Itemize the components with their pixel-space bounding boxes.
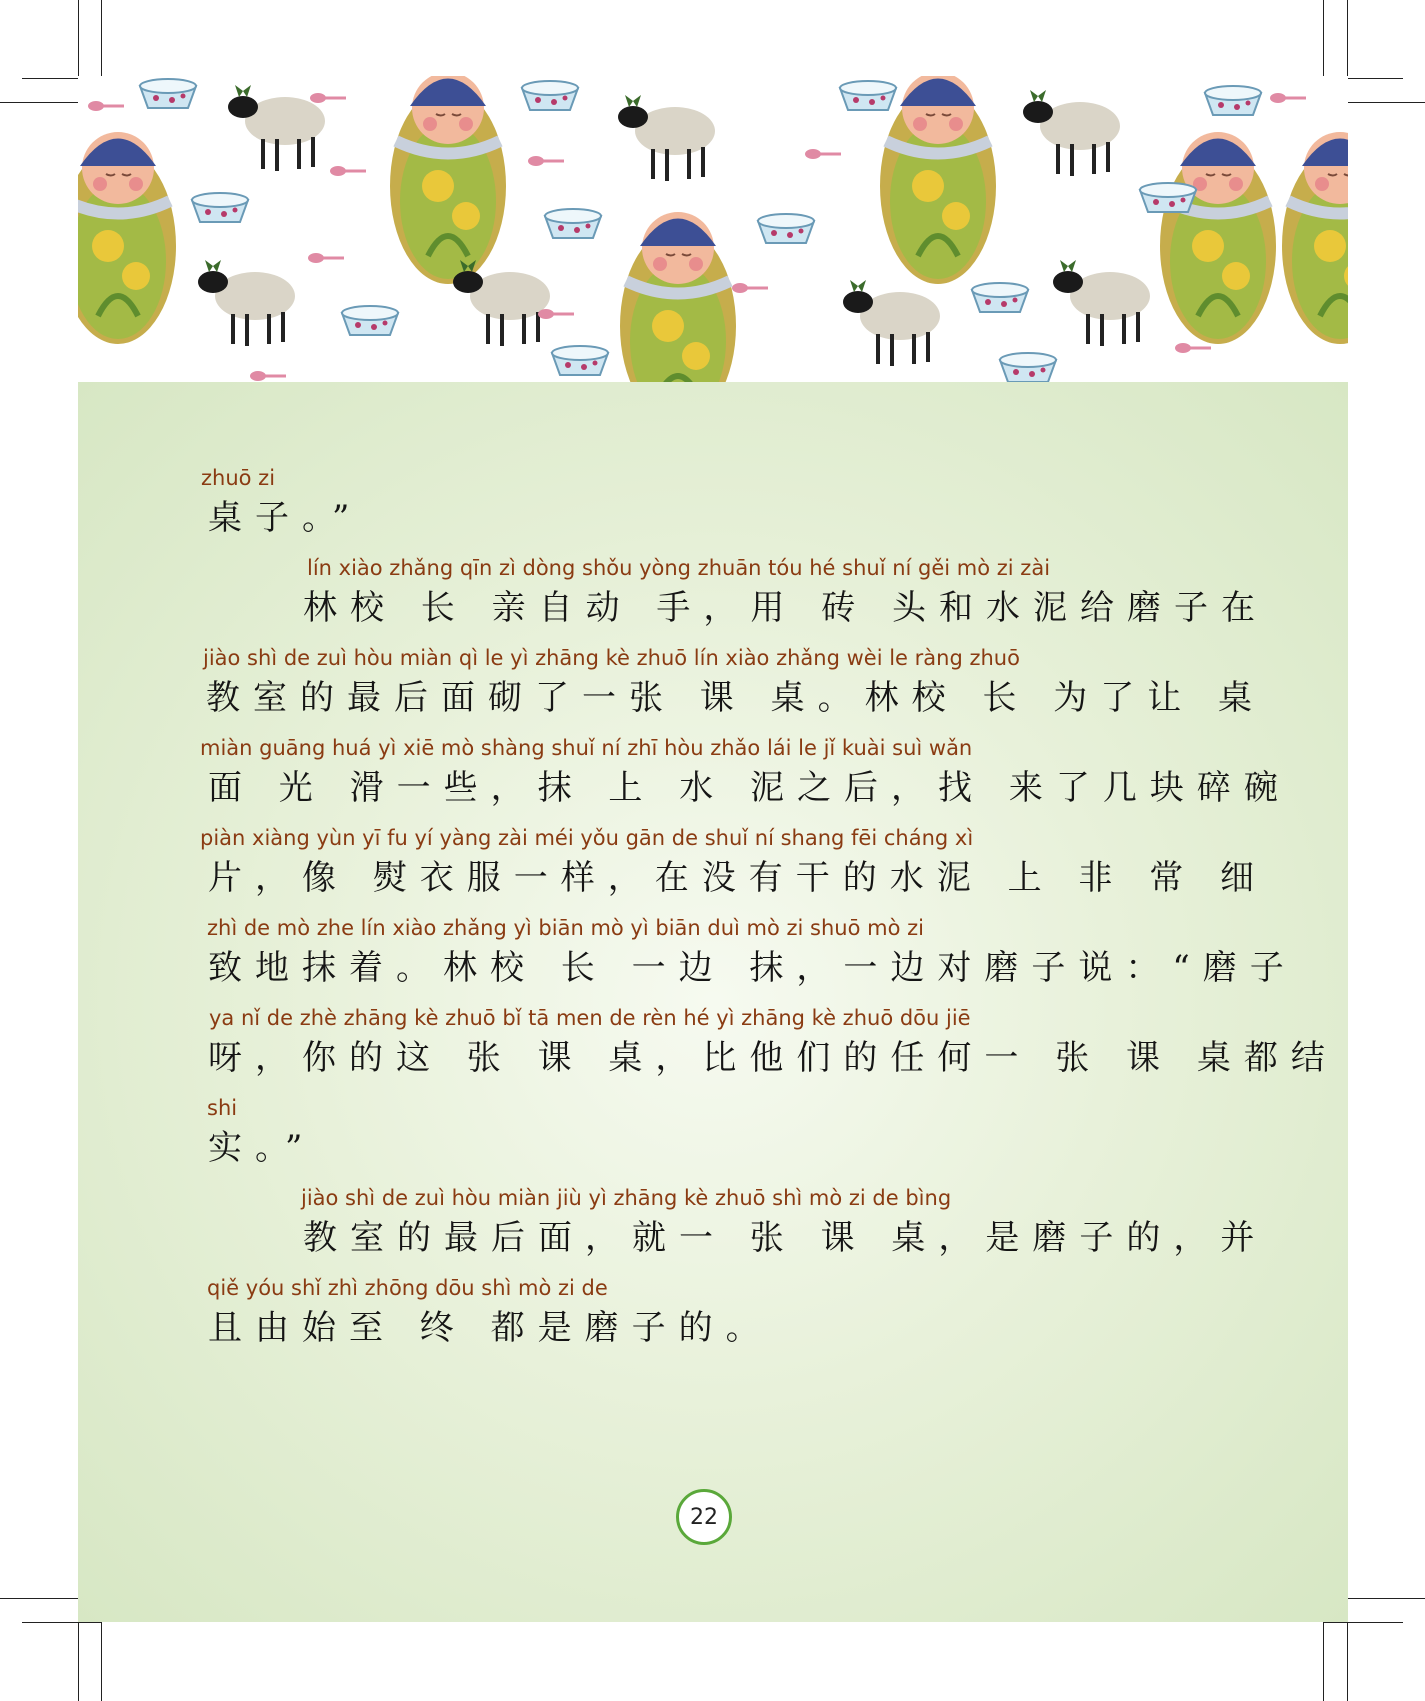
pinyin-line: jiào shì de zuì hòu miàn qì le yì zhāng kè zhuō lín xiào zhǎng wèi le ràng zhuō [203, 646, 1020, 670]
pinyin-line: jiào shì de zuì hòu miàn jiù yì zhāng kè zhuō shì mò zi de bìng [301, 1186, 952, 1210]
crop-mark [0, 1598, 79, 1599]
crop-mark [1323, 1622, 1403, 1623]
story-page [78, 382, 1348, 1622]
pinyin-line: piàn xiàng yùn yī fu yí yàng zài méi yǒu gān de shuǐ ní shang fēi cháng xì [200, 826, 974, 850]
hanzi-line: 致地抹着。林校 长 一边 抹，一边对磨子说：“磨子 [208, 948, 1297, 988]
pinyin-line: qiě yóu shǐ zhì zhōng dōu shì mò zi de [207, 1276, 608, 1300]
pinyin-line: lín xiào zhǎng qīn zì dòng shǒu yòng zhuān tóu hé shuǐ ní gěi mò zi zài [307, 556, 1051, 580]
crop-mark [1346, 1598, 1425, 1599]
crop-mark [22, 1622, 102, 1623]
crop-mark [1346, 102, 1425, 103]
page-number: 22 [676, 1489, 732, 1545]
crop-mark [1347, 0, 1348, 80]
crop-mark [1323, 1622, 1324, 1701]
pinyin-line: zhuō zi [201, 466, 276, 490]
hanzi-line: 面 光 滑一些，抹 上 水 泥之后，找 来了几块碎碗 [208, 768, 1291, 808]
hanzi-line: 实。” [208, 1128, 316, 1168]
crop-mark [1323, 0, 1324, 78]
header-illustration [78, 76, 1348, 382]
hanzi-line: 教室的最后面，就一 张 课 桌，是磨子的，并 [303, 1218, 1268, 1258]
crop-mark [0, 102, 79, 103]
hanzi-line: 林校 长 亲自动 手，用 砖 头和水泥给磨子在 [303, 588, 1269, 628]
hanzi-line: 呀，你的这 张 课 桌，比他们的任何一 张 课 桌都结 [208, 1038, 1338, 1078]
hanzi-line: 教室的最后面砌了一张 课 桌。林校 长 为了让 桌 [206, 678, 1266, 718]
crop-mark [101, 0, 102, 78]
pinyin-line: miàn guāng huá yì xiē mò shàng shuǐ ní zhī hòu zhǎo lái le jǐ kuài suì wǎn [200, 736, 973, 760]
crop-mark [101, 1622, 102, 1701]
pinyin-line: shi [207, 1096, 238, 1120]
pinyin-line: ya nǐ de zhè zhāng kè zhuō bǐ tā men de rèn hé yì zhāng kè zhuō dōu jiē [209, 1006, 971, 1030]
hanzi-line: 且由始至 终 都是磨子的。 [208, 1308, 773, 1348]
crop-mark [78, 0, 79, 80]
hanzi-line: 桌子。” [208, 498, 363, 538]
pinyin-line: zhì de mò zhe lín xiào zhǎng yì biān mò yì biān duì mò zi shuō mò zi [207, 916, 924, 940]
hanzi-line: 片，像 熨衣服一样，在没有干的水泥 上 非 常 细 [208, 858, 1268, 898]
